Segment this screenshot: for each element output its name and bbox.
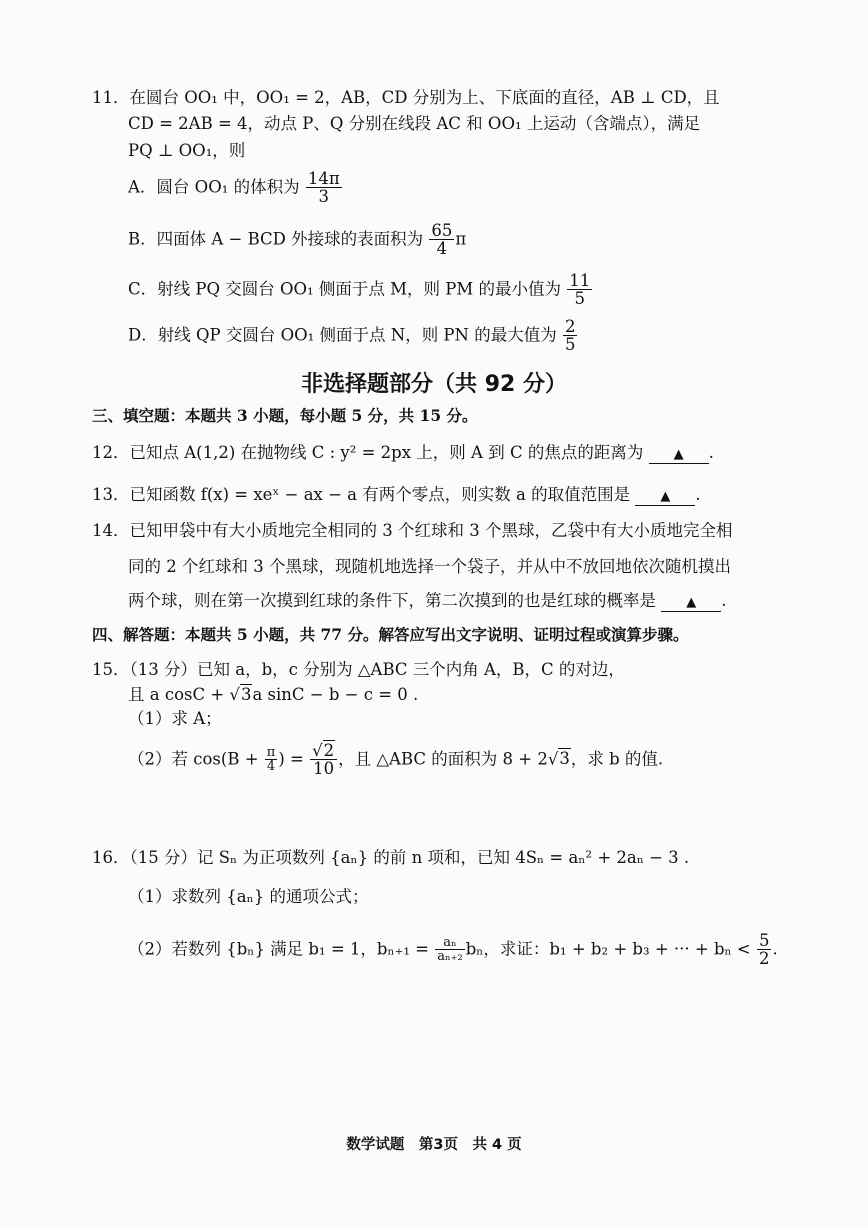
q12-text: 12．已知点 A(1,2) 在抛物线 C : y² = 2px 上，则 A 到 C 的焦点的距离为 (92, 443, 644, 462)
q13: 13．已知函数 f(x) = xeˣ − ax − a 有两个零点，则实数 a 的取值范围是 ▲ . (92, 485, 701, 504)
page-footer: 数学试题 第3页 共 4 页 (346, 1137, 522, 1153)
q12-answer-blank[interactable]: ▲ (649, 447, 709, 464)
q14-line1: 14．已知甲袋中有大小质地完全相同的 3 个红球和 3 个黑球，乙袋中有大小质地完全相 (92, 521, 733, 540)
q11-option-d-text: D．射线 QP 交圆台 OO₁ 侧面于点 N，则 PN 的最大值为 (128, 325, 557, 345)
q11-option-a (128, 170, 343, 206)
section-4-heading: 四、解答题：本题共 5 小题，共 77 分。解答应写出文字说明、证明过程或演算步骤。 (92, 625, 689, 644)
q11-option-b-text: B．四面体 A − BCD 外接球的表面积为 (128, 229, 424, 249)
q15-line1: 15．（13 分）已知 a，b，c 分别为 △ABC 三个内角 A，B，C 的对边， (92, 660, 625, 679)
five-halves-fraction: $\frac{5}{2}$ (758, 931, 770, 969)
q14-line3: 两个球，则在第一次摸到红球的条件下，第二次摸到的也是红球的概率是 ▲ . (128, 591, 727, 610)
q13-text: 13．已知函数 f(x) = xeˣ − ax − a 有两个零点，则实数 a 的取值范围是 (92, 485, 631, 504)
q13-answer-blank[interactable]: ▲ (635, 489, 695, 506)
q11-option-d (128, 318, 578, 354)
q11-option-b-fraction: $\frac{65}{4}$ (431, 221, 453, 259)
q16-part1: （1）求数列 {aₙ} 的通项公式； (128, 887, 369, 906)
q14-line2: 同的 2 个红球和 3 个黑球，现随机地选择一个袋子，并从中不放回地依次随机摸出 (128, 557, 731, 576)
pi-over-4-fraction: $\frac{\pi}{4}$ (266, 744, 276, 775)
q11-option-b: B．四面体 A − BCD 外接球的表面积为 $\frac{65}{4}$ π (128, 221, 467, 259)
q11-stem-line1: 11．在圆台 OO₁ 中，OO₁ = 2，AB，CD 分别为上、下底面的直径，AB ⊥ CD，且 (92, 88, 720, 107)
q11-stem-line3: PQ ⊥ OO₁，则 (128, 141, 246, 160)
q12: 12．已知点 A(1,2) 在抛物线 C : y² = 2px 上，则 A 到 C 的焦点的距离为 ▲ . (92, 443, 714, 462)
q14-line3-text: 两个球，则在第一次摸到红球的条件下，第二次摸到的也是红球的概率是 (128, 591, 656, 610)
q11-option-c (128, 272, 593, 308)
q14-answer-blank[interactable]: ▲ (661, 595, 721, 612)
q11-option-c-text: C．射线 PQ 交圆台 OO₁ 侧面于点 M，则 PM 的最小值为 (128, 279, 562, 299)
sqrt2-over-10-fraction: $\frac{√2}{10}$ (310, 742, 337, 778)
a-ratio-fraction: $\frac{\text{aₙ}}{\text{aₙ₊₂}}$ (437, 934, 463, 965)
q11-option-a-text: A．圆台 OO₁ 的体积为 (128, 177, 300, 197)
q16-part2: （2）若数列 {bₙ} 满足 b₁ = 1，bₙ₊₁ = $\frac{\text{aₙ}}{\text{aₙ₊₂}}$ bₙ，求证：b₁ + b₂ + b₃ + ··· + bₙ < $\frac{5}{2}$ . (128, 931, 778, 969)
part-title: 非选择题部分（共 92 分） (301, 372, 567, 397)
q11-option-a-fraction: $\frac{14\pi}{3}$ (307, 169, 340, 207)
q11-option-d-fraction: $\frac{2}{5}$ (564, 317, 576, 355)
q16-line1: 16．（15 分）记 Sₙ 为正项数列 {aₙ} 的前 n 项和，已知 4Sₙ = aₙ² + 2aₙ − 3 . (92, 848, 690, 867)
q11-option-c-fraction: $\frac{11}{5}$ (569, 271, 591, 309)
section-3-heading: 三、填空题：本题共 3 小题，每小题 5 分，共 15 分。 (92, 406, 478, 425)
q15-part1: （1）求 A； (128, 709, 222, 728)
q15-line2: 且 a cosC + √3a sinC − b − c = 0 . (128, 685, 419, 704)
q15-part2: （2）若 cos(B + $\frac{\pi}{4}$ ) = $\frac{√2}{10}$ ，且 △ABC 的面积为 8 + 2√3，求 b 的值. (128, 741, 664, 779)
q11-stem-line2: CD = 2AB = 4，动点 P、Q 分别在线段 AC 和 OO₁ 上运动（含端点），满足 (128, 114, 701, 133)
